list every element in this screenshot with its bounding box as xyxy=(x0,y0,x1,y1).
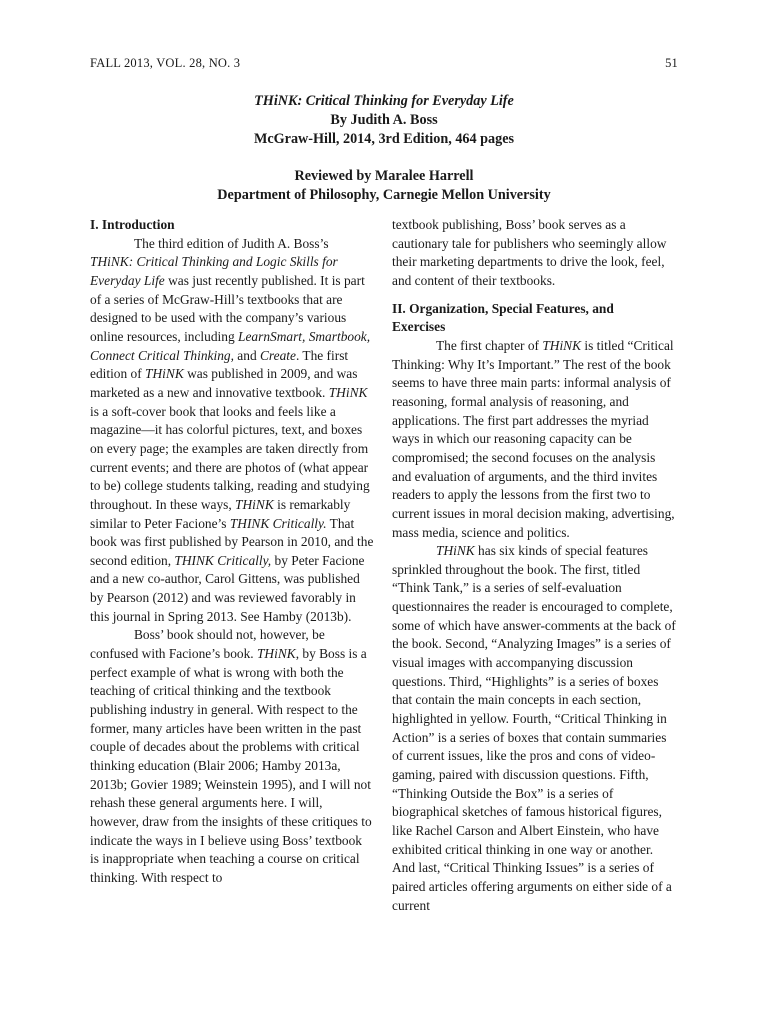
review-title-block xyxy=(90,92,678,205)
book-title: THiNK: Critical Thinking for Everyday Life xyxy=(254,93,514,109)
publication-info: McGraw-Hill, 2014, 3rd Edition, 464 pages xyxy=(253,131,515,147)
book-author: By Judith A. Boss xyxy=(330,112,438,128)
intro-paragraph-2: Boss’ book should not, however, be confused with Facione’s book. THiNK, by Boss is a perfect example of what is wrong with both the teaching of critical thinking and the textbook publishing industry in general. With respect to the former, many articles have been written in the past couple of decades about the problems with critical thinking education (Blair 2006; Hamby 2013a, 2013b; Govier 1989; Weinstein 1995), and I will not rehash these general arguments here. I will, however, draw from the insights of these critiques to indicate the ways in I believe using Boss’ textbook is inappropriate when teaching a course on critical thinking. With respect to xyxy=(90,627,372,885)
section-heading-organization: II. Organization, Special Features, and Exercises xyxy=(392,300,614,335)
page-number: 51 xyxy=(665,56,678,70)
organization-paragraph-2: THiNK has six kinds of special features sprinkled throughout the book. The first, titled “Think Tank,” is a series of self-evaluation questionnaires the reader is encouraged to complete, some of which have answer-comments at the back of the book. Second, “Analyzing Images” is a series of visual images with accompanying discussion questions. Third, “Highlights” is a series of boxes that contain the main concepts in each section, highlighted in yellow. Fourth, “Critical Thinking in Action” is a series of boxes that contain summaries of current issues, like the pros and cons of video-gaming, paired with discussion questions. Fifth, “Thinking Outside the Box” is a series of biographical sketches of famous historical figures, like Rachel Carson and Albert Einstein, who have exhibited critical thinking in one way or another. And last, “Critical Thinking Issues” is a series of paired articles offering arguments on either side of a current xyxy=(392,543,676,913)
intro-paragraph-2-continued: textbook publishing, Boss’ book serves as a cautionary tale for publishers who seemingly allow their marketing departments to drive the look, feel, and content of their textbooks. xyxy=(392,217,667,288)
journal-issue-label: FALL 2013, VOL. 28, NO. 3 xyxy=(90,56,241,70)
section-heading-introduction: I. Introduction xyxy=(90,217,175,232)
organization-paragraph-1: The first chapter of THiNK is titled “Critical Thinking: Why It’s Important.” The rest of the book seems to have three main parts: informal analysis of reasoning, formal analysis of reasoning, and applications. The first part addresses the myriad ways in which our reasoning capacity can be compromised; the second focuses on the analysis and evaluation of arguments, and the third invites readers to apply the lessons from the first two to current issues in moral decision making, advertising, mass media, science and politics. xyxy=(392,337,675,540)
reviewer-name: Reviewed by Maralee Harrell xyxy=(294,168,474,184)
reviewer-affiliation: Department of Philosophy, Carnegie Mellon University xyxy=(217,187,551,203)
intro-paragraph-1: The third edition of Judith A. Boss’s THiNK: Critical Thinking and Logic Skills for Everyday Life was just recently published. It is part of a series of McGraw-Hill’s textbooks that are designed to be used with the company’s various online resources, including LearnSmart, Smartbook, Connect Critical Thinking, and Create. The first edition of THiNK was published in 2009, and was marketed as a new and innovative textbook. THiNK is a soft-cover book that looks and feels like a magazine—it has colorful pictures, text, and boxes on every page; the examples are taken directly from current events; and there are photos of (what appear to be) college students talking, reading and studying throughout. In these ways, THiNK is remarkably similar to Peter Facione’s THINK Critically. That book was first published by Pearson in 2010, and the second edition, THINK Critically, by Peter Facione and a new co-author, Carol Gittens, was published by Pearson (2012) and was reviewed favorably in this journal in Spring 2013. See Hamby (2013b). xyxy=(90,235,374,624)
left-column xyxy=(90,216,374,888)
right-column xyxy=(392,216,676,915)
running-head xyxy=(90,56,678,72)
